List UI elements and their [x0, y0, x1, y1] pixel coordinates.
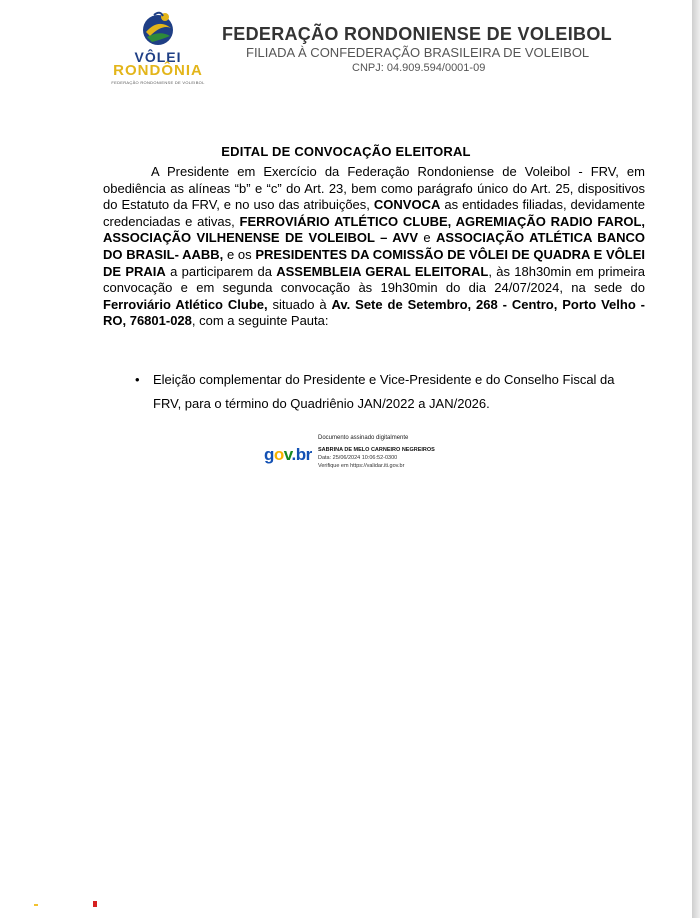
- text-run: , com a seguinte Pauta:: [191, 313, 329, 329]
- header-cnpj: CNPJ: 04.909.594/0001-09: [352, 62, 486, 74]
- text-run: e os: [223, 246, 256, 262]
- govbr-logo: gov.br: [264, 445, 312, 464]
- signature-date: Data: 25/06/2024 10:06:52-0300: [318, 455, 398, 461]
- federation-logo: [100, 10, 216, 85]
- bold-run: PRESIDENTES DA COMISSÃO DE VÔLEI DE QUADRA E VÔLEI DE PRAIA: [103, 246, 646, 279]
- text-run: a participarem da: [165, 263, 277, 279]
- agenda-item-text: Eleição complementar do Presidente e Vice-Presidente e do Conselho Fiscal da FRV, para o término do Quadriênio JAN/2022 a JAN/2026.: [153, 372, 615, 411]
- bold-run: Av. Sete de Setembro, 268 - Centro, Porto Velho - RO, 76801-028: [103, 296, 645, 329]
- logo-text-rondonia: RONDÔNIA: [113, 62, 203, 79]
- bold-run: FERROVIÁRIO ATLÉTICO CLUBE, AGREMIAÇÃO RADIO FAROL, ASSOCIAÇÃO VILHENENSE DE VOLEIBOL – AVV: [103, 213, 646, 246]
- document-title: EDITAL DE CONVOCAÇÃO ELEITORAL: [221, 144, 471, 159]
- volleyball-player-icon: [138, 10, 178, 50]
- text-run: e: [418, 230, 437, 246]
- text-run: A Presidente em Exercício da Federação Rondoniense de Voleibol - FRV, em obediência as alíneas “b” e “c” do Art. 23, bem como parágrafo único do Art. 25, dispositivos do Estatuto da FRV, e no uso das atribuições,: [103, 164, 645, 213]
- signature-verify-link[interactable]: Verifique em https://validar.iti.gov.br: [318, 463, 405, 469]
- bullet-icon: •: [135, 372, 140, 387]
- footer-mark: [34, 904, 38, 906]
- text-run: situado à: [267, 296, 332, 312]
- agenda-list: [133, 368, 645, 416]
- digital-signature: [264, 435, 464, 475]
- convocation-paragraph: [103, 164, 645, 330]
- paragraph-body: [103, 164, 645, 330]
- bold-run: Ferroviário Atlético Clube,: [103, 296, 268, 312]
- footer-mark: [93, 901, 97, 907]
- header-title: FEDERAÇÃO RONDONIENSE DE VOLEIBOL: [222, 24, 612, 44]
- logo-text-federation: FEDERAÇÃO RONDONIENSE DE VOLEIBOL: [111, 80, 205, 85]
- bold-run: ASSOCIAÇÃO ATLÉTICA BANCO DO BRASIL- AABB,: [103, 230, 645, 262]
- agenda-item: [133, 368, 645, 416]
- header-subtitle: FILIADA À CONFEDERAÇÃO BRASILEIRA DE VOLEIBOL: [246, 45, 590, 60]
- text-run: as entidades filiadas, devidamente credenciadas e ativas,: [103, 197, 645, 229]
- signature-label: Documento assinado digitalmente: [318, 435, 409, 441]
- text-run: , às 18h30min em primeira convocação e em segunda convocação às 19h30min do dia 24/07/2024, na sede do: [103, 263, 645, 296]
- signer-name: SABRINA DE MELO CARNEIRO NEGREIROS: [318, 447, 435, 453]
- bold-run: ASSEMBLEIA GERAL ELEITORAL: [276, 263, 489, 279]
- logo-text-volei: VÔLEI: [134, 49, 182, 65]
- bold-run: CONVOCA: [373, 197, 441, 213]
- page-edge: [692, 0, 700, 918]
